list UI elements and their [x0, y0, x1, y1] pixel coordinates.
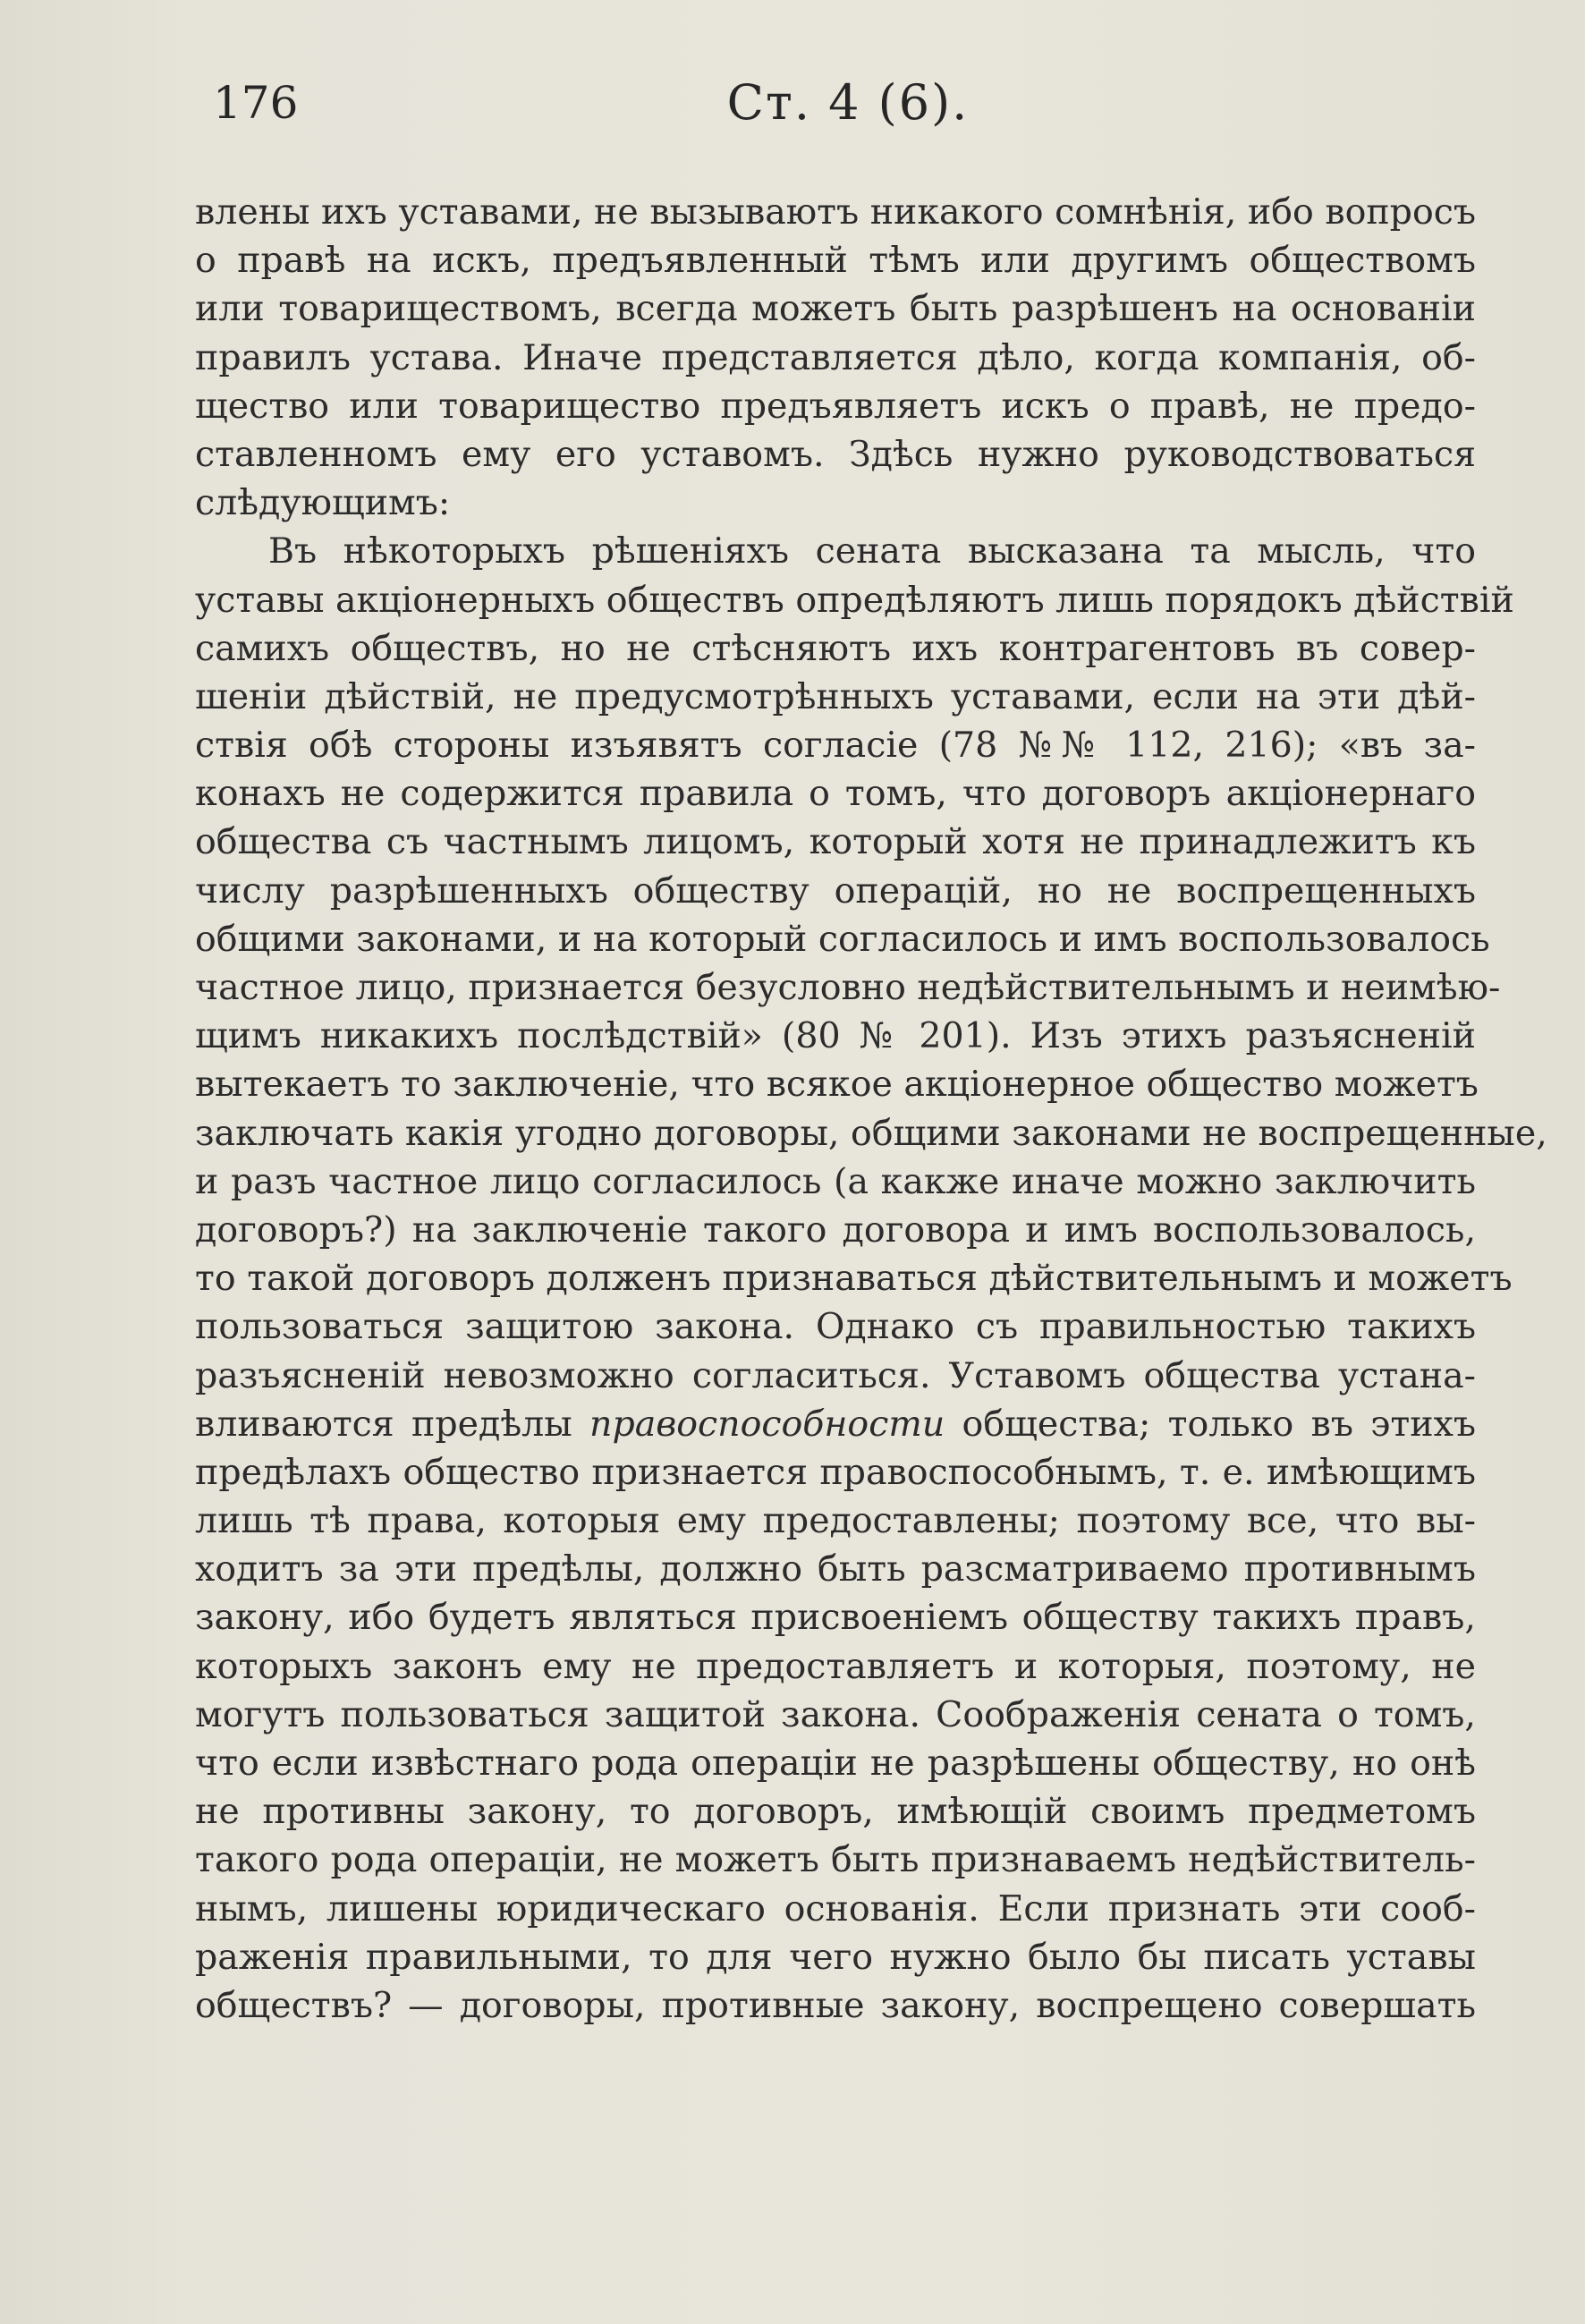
text-line: ствія обѣ стороны изъявятъ согласіе (78 №№ 112, 216); «въ за- — [195, 725, 1476, 767]
text-line: конахъ не содержится правила о томъ, что договоръ акціонернаго — [195, 773, 1476, 815]
text-line: заключать какія угодно договоры, общими законами не воспрещенные, — [195, 1112, 1547, 1154]
text-line: вытекаетъ то заключеніе, что всякое акціонерное общество можетъ — [195, 1064, 1479, 1106]
text-line: пользоваться защитою закона. Однако съ правильностью такихъ — [195, 1306, 1476, 1348]
text-line: слѣдующимъ: — [195, 482, 451, 524]
text-line: общества съ частнымъ лицомъ, который хотя не принадлежитъ къ — [195, 821, 1476, 863]
text-line: обществъ? — договоры, противные закону, воспрещено совершать — [195, 1984, 1476, 2026]
text-line: нымъ, лишены юридическаго основанія. Если признать эти сооб- — [195, 1887, 1476, 1930]
text-line: шеніи дѣйствій, не предусмотрѣнныхъ уставами, если на эти дѣй- — [195, 675, 1476, 717]
text-line: не противны закону, то договоръ, имѣющій своимъ предметомъ — [195, 1791, 1476, 1833]
page-header — [213, 63, 1483, 143]
text-line: щимъ никакихъ послѣдствій» (80 № 201). Изъ этихъ разъясненій — [195, 1015, 1476, 1057]
text-line: разъясненій невозможно согласиться. Уставомъ общества устана- — [195, 1354, 1476, 1396]
text-line: уставы акціонерныхъ обществъ опредѣляютъ лишь порядокъ дѣйствій — [195, 579, 1514, 621]
text-line: могутъ пользоваться защитой закона. Соображенія сената о томъ, — [195, 1693, 1476, 1735]
text-line: раженія правильными, то для чего нужно было бы писать уставы — [195, 1936, 1476, 1978]
page-number: 176 — [213, 77, 299, 129]
text-line: общими законами, и на который согласилось и имъ воспользовалось — [195, 918, 1490, 960]
text-line: щество или товарищество предъявляетъ искъ о правѣ, не предо- — [195, 385, 1476, 427]
paragraph-first-line: Въ нѣкоторыхъ рѣшеніяхъ сената высказана та мысль, что — [268, 530, 1476, 573]
text-line: и разъ частное лицо согласилось (а какже иначе можно заключить — [195, 1160, 1476, 1202]
text-line: договоръ?) на заключеніе такого договора и имъ воспользовалось, — [195, 1209, 1476, 1251]
text-line: ставленномъ ему его уставомъ. Здѣсь нужно руководствоваться — [195, 433, 1476, 475]
text-segment: общества; только въ этихъ — [962, 1403, 1476, 1445]
text-line: что если извѣстнаго рода операціи не разрѣшены обществу, но онѣ — [195, 1743, 1476, 1784]
text-line: частное лицо, признается безусловно недѣйствительнымъ и неимѣю- — [195, 967, 1501, 1008]
emphasized-term: правоспособности — [589, 1403, 945, 1445]
running-head: Ст. 4 (6). — [726, 74, 970, 131]
body-text — [195, 188, 1547, 2030]
text-line: о правѣ на искъ, предъявленный тѣмъ или другимъ обществомъ — [195, 240, 1476, 282]
text-line: числу разрѣшенныхъ обществу операцій, но не воспрещенныхъ — [195, 869, 1476, 912]
text-line: самихъ обществъ, но не стѣсняютъ ихъ контрагентовъ въ совер- — [195, 627, 1476, 669]
text-segment: вливаются предѣлы — [195, 1403, 572, 1445]
text-line: влены ихъ уставами, не вызываютъ никакого сомнѣнія, ибо вопросъ — [195, 191, 1476, 233]
text-line: или товариществомъ, всегда можетъ быть разрѣшенъ на основаніи — [195, 288, 1476, 330]
text-line-with-emphasis — [195, 1400, 1476, 1448]
text-line: закону, ибо будетъ являться присвоеніемъ обществу такихъ правъ, — [195, 1597, 1476, 1639]
text-line: ходитъ за эти предѣлы, должно быть разсматриваемо противнымъ — [195, 1548, 1476, 1590]
text-line: которыхъ законъ ему не предоставляетъ и которыя, поэтому, не — [195, 1645, 1476, 1687]
text-line: правилъ устава. Иначе представляется дѣло, когда компанія, об- — [195, 336, 1476, 378]
text-line: предѣлахъ общество признается правоспособнымъ, т. е. имѣющимъ — [195, 1451, 1476, 1493]
text-line: такого рода операціи, не можетъ быть признаваемъ недѣйствитель- — [195, 1839, 1476, 1881]
text-line: то такой договоръ долженъ признаваться дѣйствительнымъ и можетъ — [195, 1258, 1513, 1300]
text-line: лишь тѣ права, которыя ему предоставлены; поэтому все, что вы- — [195, 1500, 1476, 1542]
